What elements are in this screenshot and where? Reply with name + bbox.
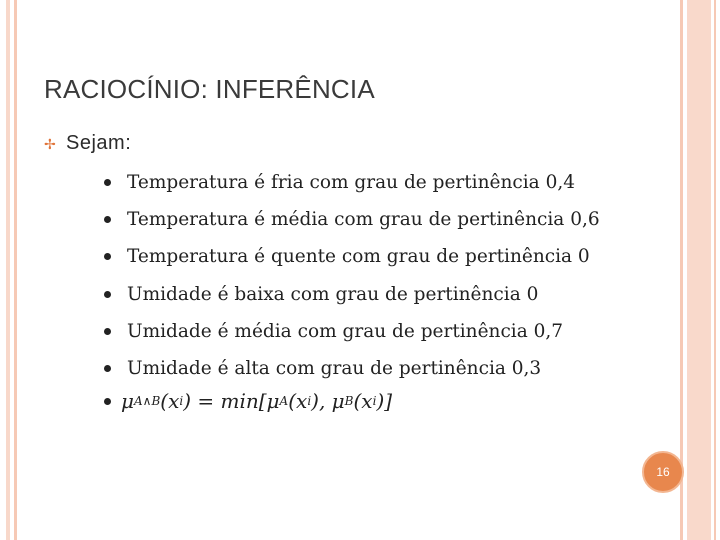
right-stripe-wide xyxy=(687,0,711,540)
formula-arg: (x xyxy=(160,389,180,413)
list-item-text: Umidade é média com grau de pertinência 0,7 xyxy=(127,320,564,342)
formula-sub-b: B xyxy=(344,394,354,408)
intersection-formula xyxy=(104,389,392,413)
page-number-badge: 16 xyxy=(642,451,684,493)
formula-sub-a: A xyxy=(279,394,289,408)
bullet-dot-icon xyxy=(104,365,111,372)
formula-rhs-mid2: ), μ xyxy=(311,389,345,413)
formula-sub-i: i xyxy=(372,394,377,408)
list-item xyxy=(104,276,600,313)
formula-sub-ab: A∧B xyxy=(134,394,161,408)
slide-title: RACIOCÍNIO: INFERÊNCIA xyxy=(44,74,375,104)
right-stripe-outer xyxy=(714,0,716,540)
right-stripe-thin xyxy=(680,0,683,540)
list-item xyxy=(104,238,600,275)
list-item-text: Umidade é baixa com grau de pertinência 0 xyxy=(127,283,539,305)
list-item-text: Temperatura é média com grau de pertinência 0,6 xyxy=(127,209,600,231)
formula-rhs-mid: (x xyxy=(288,389,308,413)
list-item-text: Umidade é alta com grau de pertinência 0,3 xyxy=(127,358,542,380)
formula-sub-i: i xyxy=(307,394,312,408)
bullet-dot-icon xyxy=(104,216,111,223)
bullet-dot-icon xyxy=(104,328,111,335)
formula-close: )] xyxy=(376,389,393,413)
bullet-dot-icon xyxy=(104,253,111,260)
formula-rhs: ) = min[μ xyxy=(183,389,280,413)
list-item-text: Temperatura é quente com grau de pertinência 0 xyxy=(127,246,590,268)
list-item xyxy=(104,350,600,387)
lead-bullet xyxy=(44,132,131,155)
right-border-decoration xyxy=(680,0,720,540)
bullet-dot-icon xyxy=(104,291,111,298)
bullet-dot-icon xyxy=(104,398,111,405)
bullet-dot-icon xyxy=(104,179,111,186)
list-item xyxy=(104,201,600,238)
membership-list xyxy=(104,164,600,387)
formula-rhs-end: (x xyxy=(353,389,373,413)
left-border-decoration xyxy=(0,0,17,540)
lead-text: Sejam: xyxy=(66,132,132,154)
formula-mu: μ xyxy=(121,389,134,413)
list-item xyxy=(104,313,600,350)
list-item xyxy=(104,164,600,201)
list-item-text: Temperatura é fria com grau de pertinência 0,4 xyxy=(127,172,575,194)
diamond-bullet-icon: ✢ xyxy=(44,135,56,152)
formula-sub-i: i xyxy=(179,394,184,408)
